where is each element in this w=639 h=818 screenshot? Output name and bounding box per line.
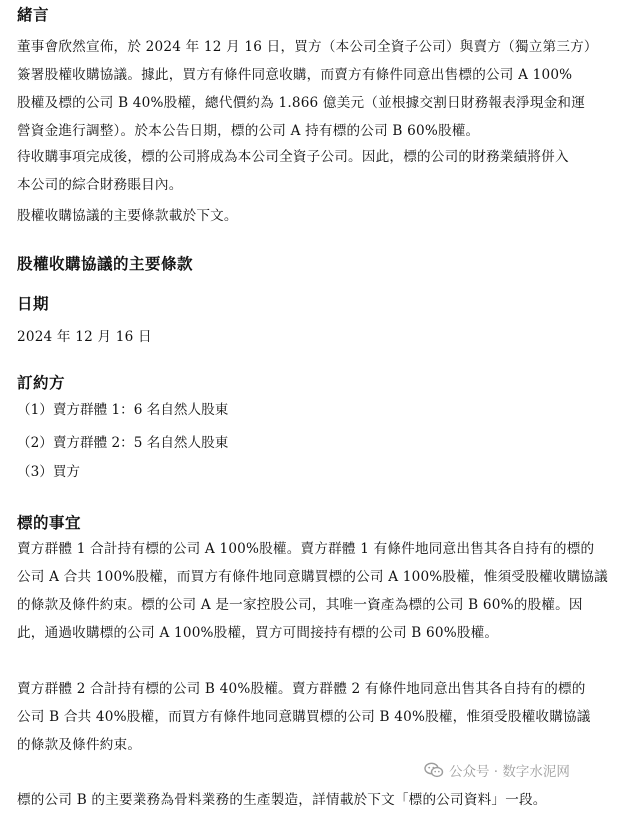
intro-p1-line-4: 營資金進行調整）。於本公告日期，標的公司 A 持有標的公司 B 60%股權。: [17, 123, 480, 139]
intro-paragraph-2: [17, 143, 629, 199]
date-heading: 日期: [17, 294, 50, 313]
watermark: [424, 760, 570, 780]
terms-heading: 股權收購協議的主要條款: [17, 254, 194, 273]
intro-paragraph-1: [17, 33, 629, 145]
date-value: 2024 年 12 月 16 日: [17, 329, 152, 345]
subject-paragraph-3: 標的公司 B 的主要業務為骨料業務的生產製造，詳情載於下文「標的公司資料」一段。: [17, 792, 547, 808]
intro-p1-line-1: 董事會欣然宣佈，於 2024 年 12 月 16 日，買方（本公司全資子公司）與賣方（獨立第三方）: [17, 39, 598, 55]
intro-heading: 緒言: [17, 5, 50, 24]
intro-paragraph-3: 股權收購協議的主要條款載於下文。: [17, 208, 238, 224]
subject-paragraph-2: [17, 675, 629, 759]
subject-p1-line-4: 此，通過收購標的公司 A 100%股權，買方可間接持有標的公司 B 60%股權。: [17, 625, 499, 641]
subject-p1-line-2: 公司 A 合共 100%股權，而買方有條件地同意購買標的公司 A 100%股權，惟須受股權收購協議: [17, 569, 608, 585]
parties-heading: 訂約方: [17, 373, 66, 392]
subject-p2-line-3: 的條款及條件約束。: [17, 737, 142, 753]
intro-p1-line-3: 股權及標的公司 B 40%股權，總代價約為 1.866 億美元（並根據交割日財務報表淨現金和運: [17, 95, 585, 111]
party-item-2: （2）賣方群體 2：5 名自然人股東: [17, 435, 229, 451]
subject-paragraph-1: [17, 535, 629, 647]
party-item-1: （1）賣方群體 1：6 名自然人股東: [17, 402, 229, 418]
parties-list: [17, 396, 228, 486]
subject-p1-line-3: 的條款及條件約束。標的公司 A 是一家控股公司，其唯一資產為標的公司 B 60%的股權。因: [17, 597, 583, 613]
wechat-icon: [424, 762, 444, 778]
intro-p2-line-1: 待收購事項完成後，標的公司將成為本公司全資子公司。因此，標的公司的財務業績將併入: [17, 149, 569, 165]
subject-heading: 標的事宜: [17, 513, 82, 532]
watermark-text: 公众号 · 数字水泥网: [449, 764, 570, 780]
intro-p2-line-2: 本公司的綜合財務賬目內。: [17, 177, 183, 193]
intro-p1-line-2: 簽署股權收購協議。據此，買方有條件同意收購，而賣方有條件同意出售標的公司 A 100%: [17, 67, 573, 83]
subject-p2-line-1: 賣方群體 2 合計持有標的公司 B 40%股權。賣方群體 2 有條件地同意出售其各自持有的標的: [17, 681, 586, 697]
subject-p1-line-1: 賣方群體 1 合計持有標的公司 A 100%股權。賣方群體 1 有條件地同意出售其各自持有的標的: [17, 541, 595, 557]
party-item-3: （3）買方: [17, 464, 81, 480]
subject-p2-line-2: 公司 B 合共 40%股權，而買方有條件地同意購買標的公司 B 40%股權，惟須受股權收購協議: [17, 709, 591, 725]
